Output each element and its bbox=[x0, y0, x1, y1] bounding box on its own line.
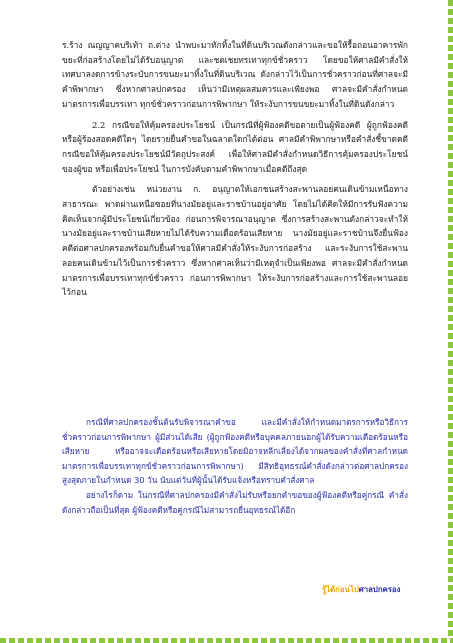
footer-brand-part1: รู้ได้ก่อนไป bbox=[322, 585, 359, 594]
footer-brand-part2: ศาลปกครอง bbox=[358, 585, 401, 594]
decorative-border-bottom bbox=[0, 638, 453, 643]
decorative-border-right bbox=[448, 0, 453, 643]
paragraph-bridge-example: ตัวอย่างเช่น หน่วยงาน ก. อนุญาตให้เอกชนสร้างสะพานลอยคนเดินข้ามเหนือทางสาธารณะ พาดผ่านเหนือซอยที่นางมัยอยู่และราชบ้านอยู่อาศัย โดยไม่ได้คิดให้มีการรับฟังความคิดเห็นจากผู้มีประโยชน์เกี่ยวข้อง ก่อนการพิจารณาอนุญาต ซึ่งการสร้างสะพานดังกล่าวจะทำให้นางมัยอยู่และราชบ้านเสียหายไม่ได้รับความเดือดร้อนเสียหาย นางมัยอยู่และราชบ้านจึงยื่นฟ้องคดีต่อศาลปกครองพร้อมกับยื่นคำขอให้ศาลมีคำสั่งให้ระงับการก่อสร้าง และระงับการใช้สะพานลอยคนเดินข้ามไว้เป็นการชั่วคราว ซึ่งหากศาลเห็นว่ามีเหตุจำเป็นเพียงพอ ศาลจะมีคำสั่งกำหนดมาตรการเพื่อบรรเทาทุกข์ชั่วคราว ก่อนการพิพากษา ให้ระงับการก่อสร้างและการใช้สะพานลอยไว้ก่อน bbox=[62, 184, 408, 298]
paragraph-protection-request: 2.2 กรณีขอให้คุ้มครองประโยชน์ เป็นกรณีที่ผู้ฟ้องคดีขอตายเป็นผู้ฟ้องคดี ผู้ถูกฟ้องคดี หรือผู้ร้องสอดคดีใดๆ ไดยรายยื่นคำขอในฉลาดใดก่ได้ต่อน ศาลมีคำพิพากษาหรือคำสั่งชี้ขาดคดี กรณีขอให้คุ้มครองประโยชน์มีวัตถุประสงค์ เพื่อให้ศาลมีคำสั่งกำหนดวิธีการคุ้มครองประโยชน์ของผู้ขอ หรือเพื่อประโยชน์ ในการบังคับตามคำพิพากษาเมื่อคดีถึงสุด bbox=[62, 119, 408, 174]
paragraph-waste-example: ร.ร้าง ณญญาคบริเท้า ถ.ต่าง นำพบะมาทักทิ้งในที่ดินบริเวณดังกล่าวและขอให้รื้อถอนอาคารพักขยะที่ก่อสร้างโดยไม่ได้รับอนุญาต และชดเชยทรเทาทุกข์ชั่วคราว โดยขอให้ศาลมีคำสั่งให้เทศบาลงดการข้างระบับการขนยะมาทิ้งในที่ดินบริเวณ ดังกล่าวไว้เป็นการชั่วคราวก่อนที่ศาลจะมีคำพิพากษา ซึ่งหากศาลปกครอง เห็นว่ามีเหตุผลสมควรและเพียงพอ ศาลจะมีคำสั่งกำหนดมาตรการเพื่อบรรเทา ทุกข์ชั่วคราวก่อนการพิพากษา ให้ระงับการขนขยะมาทิ้งในที่ดินดังกล่าว bbox=[62, 40, 408, 109]
body-text bbox=[62, 38, 408, 306]
final-order-paragraph: อย่างไรก็ตาม ในกรณีที่ศาลปกครองมีคำสั่งไม่รับหรือยกคำขอของผู้ฟ้องคดีหรือคู่กรณี คำสั่งดังกล่าวถือเป็นที่สุด ผู้ฟ้องคดีหรือคู่กรณีไม่สามารถยื่นอุทธรณ์ได้อีก bbox=[62, 489, 408, 515]
footer-brand bbox=[322, 584, 400, 596]
appeal-note bbox=[62, 415, 408, 517]
appeal-paragraph: กรณีที่ศาลปกครองชั้นต้นรับพิจารณาคำขอ และมีคำสั่งให้กำหนดมาตรการหรือวิธีการชั่วคราวก่อนการพิพากษา ผู้มีส่วนได้เสีย (ผู้ถูกฟ้องคดีหรือบุคคลภายนอกผู้ได้รับความเดือดร้อนหรือเสียหาย หรืออาจจะเดือดร้อนหรือเสียหายโดยมิอาจหลีกเลี่ยงได้จากผลของคำสั่งที่ศาลกำหนดมาตรการเพื่อบรรเทาทุกข์ชั่วคราวก่อนการพิพากษา) มีสิทธิอุทธรณ์คำสั่งดังกล่าวต่อศาลปกครองสูงสุดภายในกำหนด 30 วัน นับแต่วันที่ผู้นั้นได้รับแจ้งหรือทราบคำสั่งศาล bbox=[62, 417, 408, 486]
